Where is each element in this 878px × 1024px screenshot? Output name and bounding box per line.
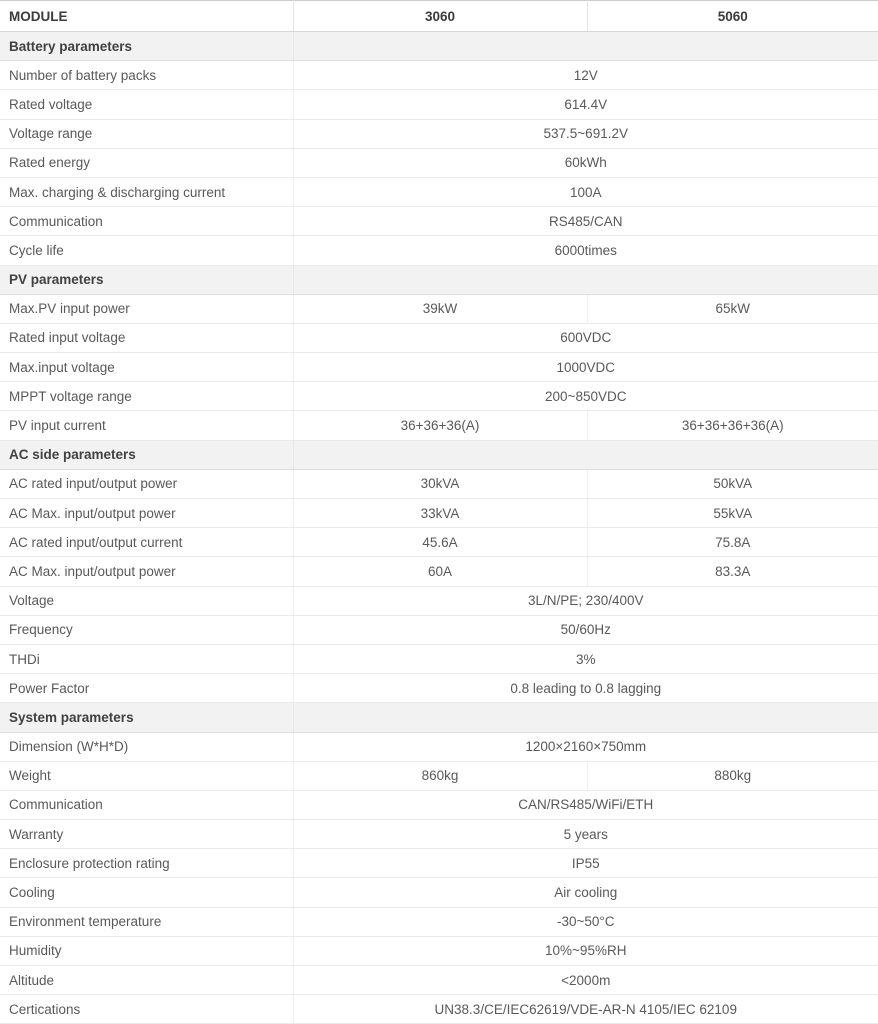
- table-row: [0, 820, 878, 849]
- value-3060: 33kVA: [293, 499, 587, 528]
- table-row: [0, 586, 878, 615]
- table-row: [0, 615, 878, 644]
- value-5060: 83.3A: [587, 557, 878, 586]
- row-label: Voltage: [0, 586, 293, 615]
- section-title: PV parameters: [0, 265, 293, 294]
- value-merged: Air cooling: [293, 878, 878, 907]
- value-5060: 50kVA: [587, 469, 878, 498]
- table-row: [0, 294, 878, 323]
- value-3060: 30kVA: [293, 469, 587, 498]
- value-5060: 75.8A: [587, 528, 878, 557]
- value-5060: 65kW: [587, 294, 878, 323]
- row-label: Weight: [0, 761, 293, 790]
- row-label: Warranty: [0, 820, 293, 849]
- table-row: [0, 499, 878, 528]
- section-header-row: [0, 32, 878, 61]
- module-column-header: MODULE: [0, 1, 293, 32]
- row-label: Rated voltage: [0, 90, 293, 119]
- value-merged: -30~50°C: [293, 907, 878, 936]
- table-row: [0, 936, 878, 965]
- row-label: Cycle life: [0, 236, 293, 265]
- value-3060: 45.6A: [293, 528, 587, 557]
- row-label: Number of battery packs: [0, 61, 293, 90]
- row-label: Rated input voltage: [0, 323, 293, 352]
- table-row: [0, 236, 878, 265]
- value-merged: IP55: [293, 849, 878, 878]
- section-header-row: [0, 703, 878, 732]
- value-merged: <2000m: [293, 966, 878, 995]
- row-label: Max.PV input power: [0, 294, 293, 323]
- table-row: [0, 995, 878, 1024]
- row-label: Communication: [0, 207, 293, 236]
- section-title: AC side parameters: [0, 440, 293, 469]
- value-merged: 600VDC: [293, 323, 878, 352]
- table-row: [0, 528, 878, 557]
- value-5060: 880kg: [587, 761, 878, 790]
- row-label: Communication: [0, 790, 293, 819]
- row-label: Cooling: [0, 878, 293, 907]
- value-merged: 1000VDC: [293, 353, 878, 382]
- value-merged: RS485/CAN: [293, 207, 878, 236]
- row-label: Max. charging & discharging current: [0, 177, 293, 206]
- table-row: [0, 353, 878, 382]
- table-row: [0, 90, 878, 119]
- section-header-row: [0, 440, 878, 469]
- table-row: [0, 849, 878, 878]
- row-label: PV input current: [0, 411, 293, 440]
- table-row: [0, 469, 878, 498]
- value-merged: 614.4V: [293, 90, 878, 119]
- value-3060: 860kg: [293, 761, 587, 790]
- table-row: [0, 790, 878, 819]
- value-merged: 537.5~691.2V: [293, 119, 878, 148]
- table-row: [0, 207, 878, 236]
- value-5060: 36+36+36+36(A): [587, 411, 878, 440]
- section-filler: [293, 265, 878, 294]
- value-merged: CAN/RS485/WiFi/ETH: [293, 790, 878, 819]
- row-label: Certications: [0, 995, 293, 1024]
- section-filler: [293, 32, 878, 61]
- table-row: [0, 177, 878, 206]
- table-row: [0, 411, 878, 440]
- row-label: AC rated input/output current: [0, 528, 293, 557]
- table-row: [0, 382, 878, 411]
- value-3060: 60A: [293, 557, 587, 586]
- value-merged: 10%~95%RH: [293, 936, 878, 965]
- table-row: [0, 966, 878, 995]
- value-5060: 55kVA: [587, 499, 878, 528]
- row-label: AC rated input/output power: [0, 469, 293, 498]
- table-row: [0, 907, 878, 936]
- row-label: MPPT voltage range: [0, 382, 293, 411]
- row-label: Humidity: [0, 936, 293, 965]
- value-merged: 6000times: [293, 236, 878, 265]
- row-label: Voltage range: [0, 119, 293, 148]
- value-merged: 0.8 leading to 0.8 lagging: [293, 674, 878, 703]
- table-row: [0, 644, 878, 673]
- table-row: [0, 61, 878, 90]
- section-filler: [293, 440, 878, 469]
- section-title: System parameters: [0, 703, 293, 732]
- row-label: Dimension (W*H*D): [0, 732, 293, 761]
- row-label: Rated energy: [0, 148, 293, 177]
- row-label: Enclosure protection rating: [0, 849, 293, 878]
- value-merged: 50/60Hz: [293, 615, 878, 644]
- table-row: [0, 761, 878, 790]
- table-row: [0, 732, 878, 761]
- row-label: Power Factor: [0, 674, 293, 703]
- table-row: [0, 148, 878, 177]
- value-merged: 3%: [293, 644, 878, 673]
- row-label: THDi: [0, 644, 293, 673]
- value-merged: 60kWh: [293, 148, 878, 177]
- value-3060: 39kW: [293, 294, 587, 323]
- section-filler: [293, 703, 878, 732]
- value-merged: 3L/N/PE; 230/400V: [293, 586, 878, 615]
- model-3060-column-header: 3060: [293, 1, 587, 32]
- value-merged: 5 years: [293, 820, 878, 849]
- section-header-row: [0, 265, 878, 294]
- value-merged: 1200×2160×750mm: [293, 732, 878, 761]
- table-row: [0, 119, 878, 148]
- header-row: [0, 1, 878, 32]
- spec-table-body: [0, 32, 878, 1024]
- table-row: [0, 323, 878, 352]
- spec-table-header: [0, 1, 878, 32]
- table-row: [0, 674, 878, 703]
- value-3060: 36+36+36(A): [293, 411, 587, 440]
- row-label: Frequency: [0, 615, 293, 644]
- table-row: [0, 878, 878, 907]
- table-row: [0, 557, 878, 586]
- section-title: Battery parameters: [0, 32, 293, 61]
- model-5060-column-header: 5060: [587, 1, 878, 32]
- value-merged: 12V: [293, 61, 878, 90]
- row-label: Altitude: [0, 966, 293, 995]
- row-label: Max.input voltage: [0, 353, 293, 382]
- value-merged: 200~850VDC: [293, 382, 878, 411]
- row-label: AC Max. input/output power: [0, 499, 293, 528]
- row-label: Environment temperature: [0, 907, 293, 936]
- value-merged: UN38.3/CE/IEC62619/VDE-AR-N 4105/IEC 62109: [293, 995, 878, 1024]
- row-label: AC Max. input/output power: [0, 557, 293, 586]
- value-merged: 100A: [293, 177, 878, 206]
